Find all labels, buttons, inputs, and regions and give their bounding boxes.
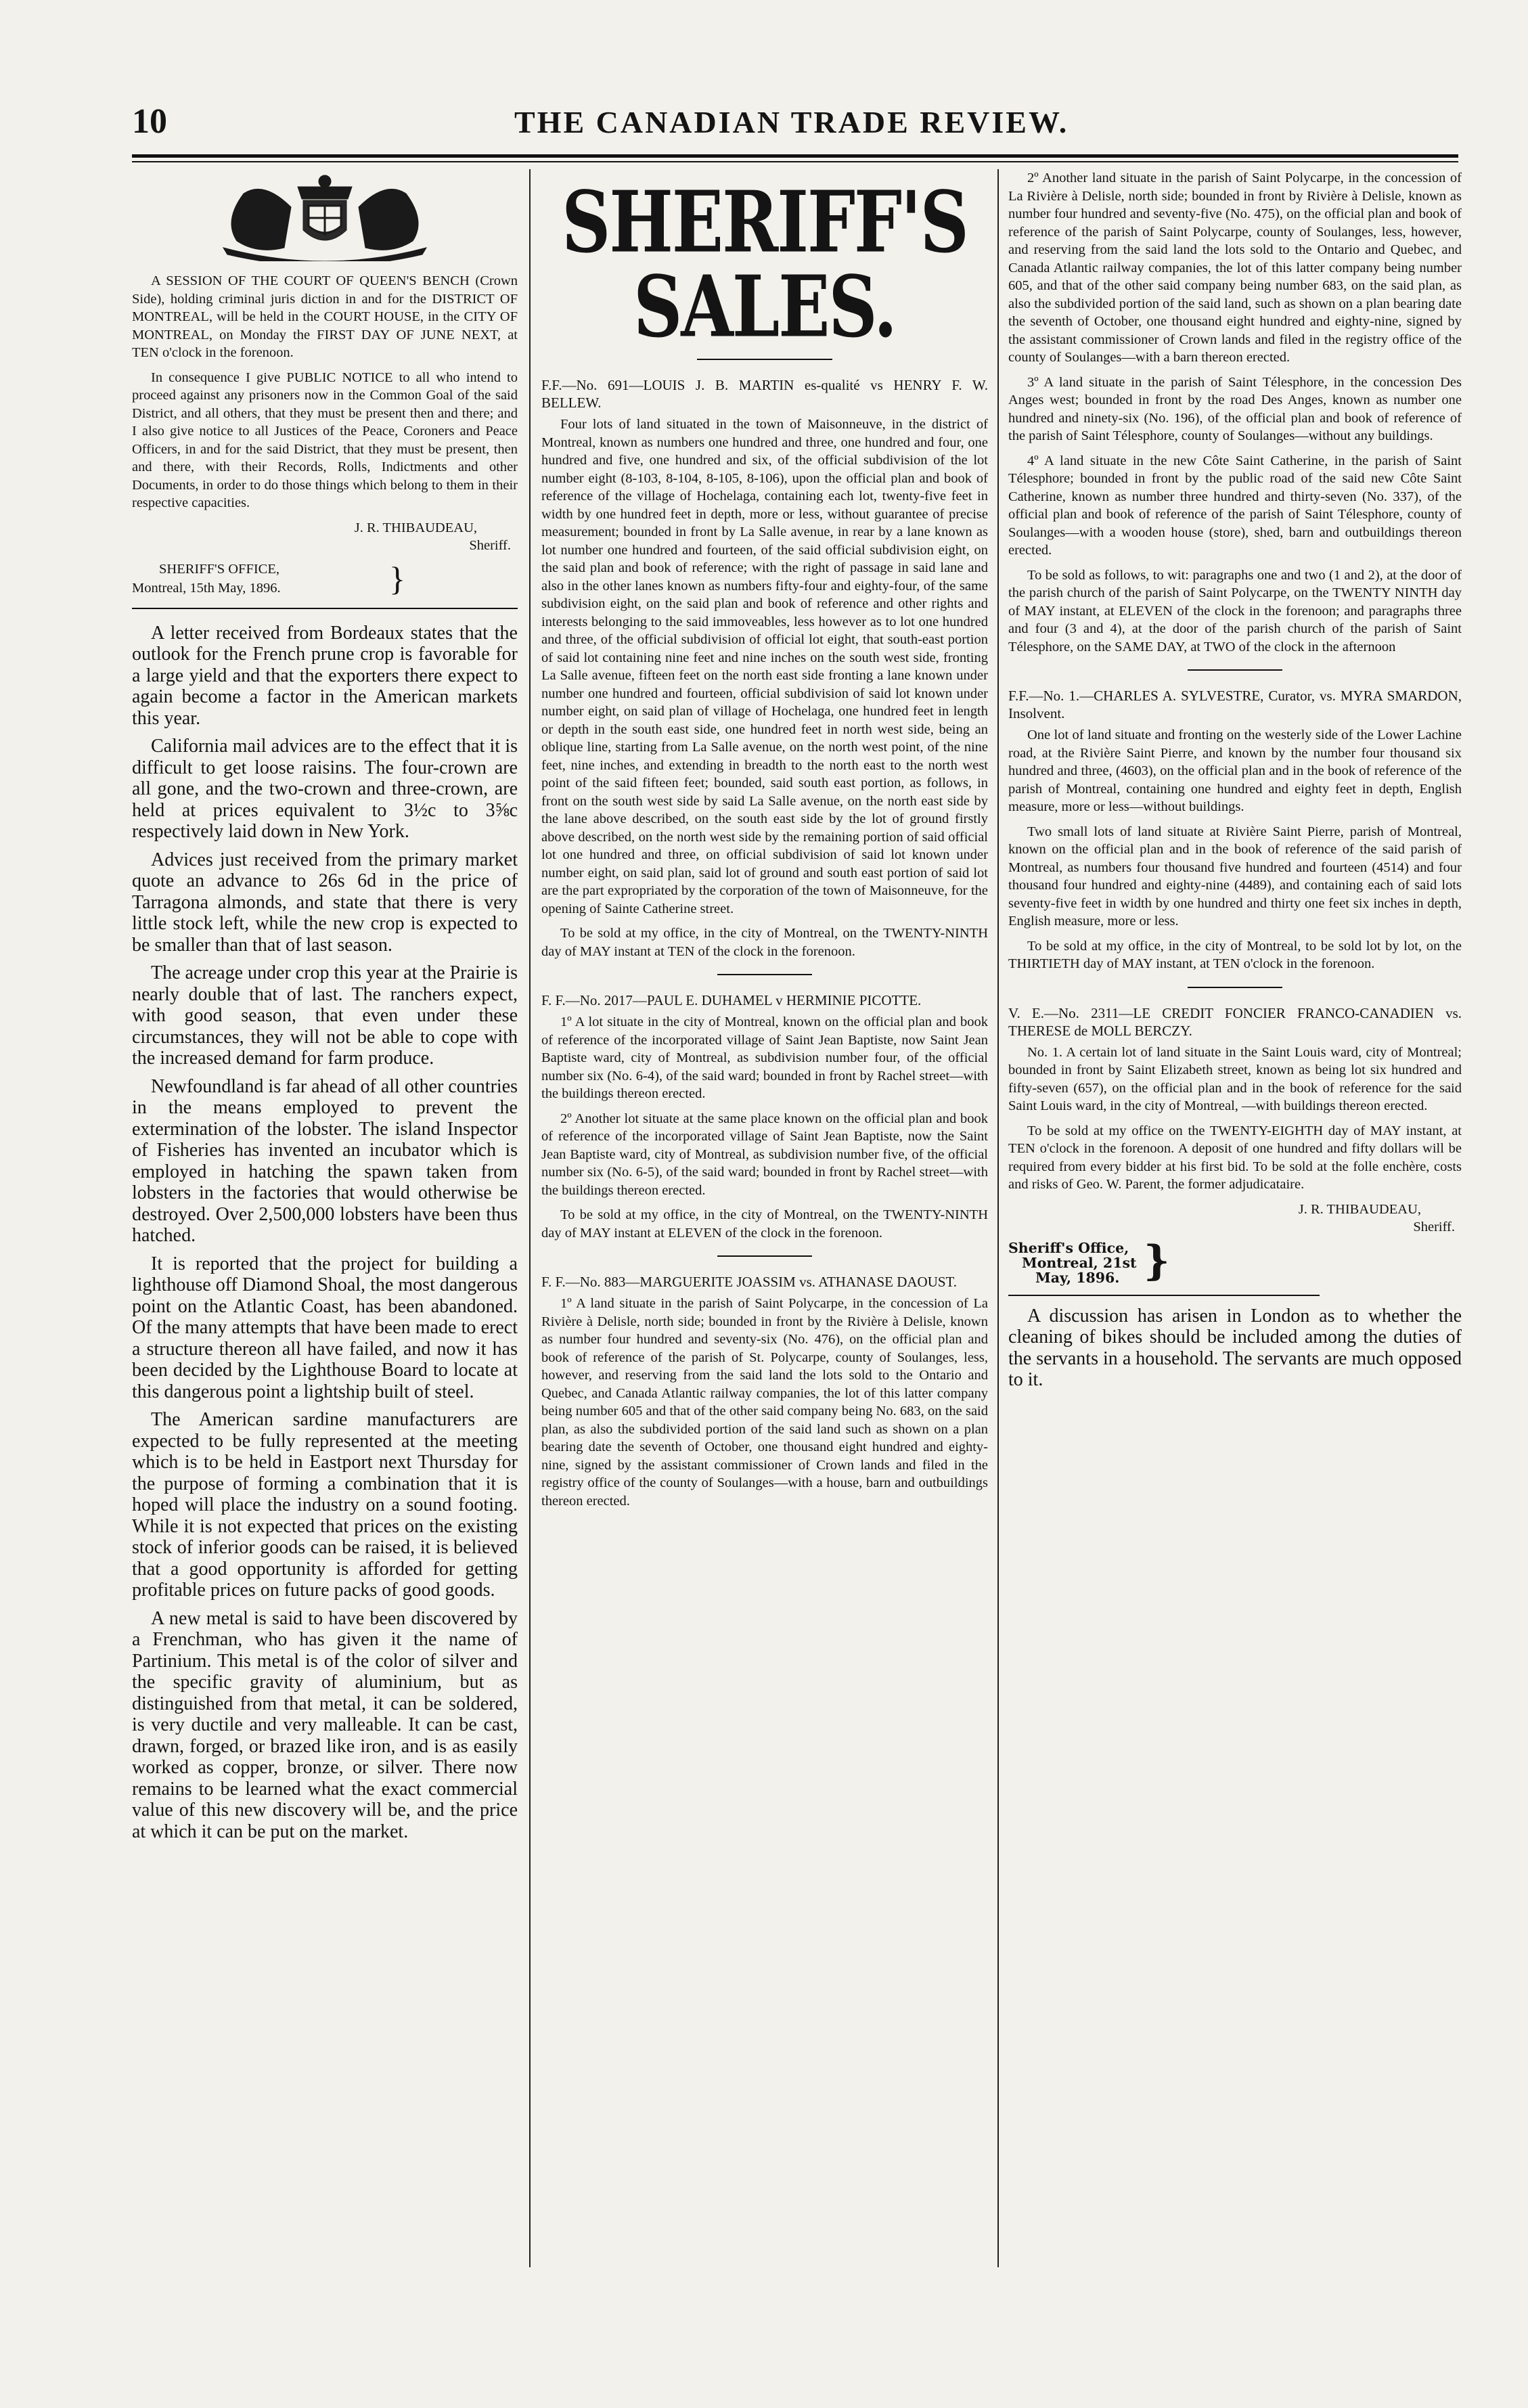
- case-2-sale-terms: To be sold at my office, in the city of Montreal, on the TWENTY-NINTH day of MAY instant at ELEVEN of the clock in the forenoon.: [541, 1207, 988, 1241]
- news-item-lobsters: Newfoundland is far ahead of all other countries in the means employed to prevent the extermination of the lobster. The island Inspector of Fisheries has invented an incubator which is employed in hatching the spawn taken from lobsters in the factories that would otherwise be destroyed. Over 2,500,000 lobsters have been thus hatched.: [132, 1075, 518, 1246]
- court-notice-office: [132, 560, 518, 601]
- section-divider: [1188, 669, 1282, 671]
- court-notice-body: In consequence I give PUBLIC NOTICE to all who intend to proceed against any prisoners now in the Common Goal of the said District, and all others, that they must be present then and there; and I also give notice to all Justices of the Peace, Coroners and Peace Officers, in and for the said District, that they must be present, then and there, with their Records, Rolls, Indictments and other Documents, in order to do those things which belong to them in their respective capacities.: [132, 370, 518, 510]
- case-3-lot-1: 1º A land situate in the parish of Saint Polycarpe, in the concession of La Rivière à Delisle, north side; bounded in front by the Rivière à Delisle, known as number four hundred and seventy-six (No. 476), on the official plan and book of reference of the parish of St. Polycarpe, county of Soulanges, less, however, and reserving from the said land the lots sold to the Ontario and Quebec, and Canada Atlantic railway companies, the lot of this latter company being number 605 and that of the other said company being No. 683, on the said plan, as also the subdivided portion of the said land such as shown on a plan bearing date the seventh of October, one thousand eight hundred and eighty-nine, signed by the assistant commissioner of Crown lands and filed in the registry office of the county of Soulanges—with a house, barn and outbuildings thereon erected.: [541, 1296, 988, 1509]
- case-2-lot-2: 2º Another lot situate at the same place known on the official plan and book of reference of the incorporated village of Saint Jean Baptiste, now the Saint Jean Baptiste ward, city of Montreal, as subdivision number five, of the official number six (No. 6-5), of the said ward; bounded in front by Rachel street—with the buildings thereon erected.: [541, 1111, 988, 1198]
- sheriff-signature: J. R. THIBAUDEAU,: [1298, 1201, 1421, 1217]
- sheriffs-sales-title: SHERIFF'S SALES.: [562, 171, 968, 357]
- news-item-partinium: A new metal is said to have been discovered by a Frenchman, who has given it the name of Partinium. This metal is of the color of silver and the specific gravity of aluminium, but as distinguished from that metal, it can be soldered, is very ductile and very malleable. It can be cast, drawn, forged, or brazed like iron, and is as easily worked as copper, bronze, or silver. There now remains to be learned what the exact commercial value of this new discovery will be, and the price at which it can be put on the market.: [132, 1607, 518, 1842]
- court-notice-signature: J. R. THIBAUDEAU,: [354, 520, 477, 535]
- section-divider: [132, 608, 518, 609]
- court-notice-signature-title: Sheriff.: [469, 538, 511, 553]
- news-item-bike-cleaning: A discussion has arisen in London as to whether the cleaning of bikes should be included among the duties of the servants in a household. The servants are much opposed to it.: [1008, 1305, 1462, 1390]
- page-number: 10: [132, 102, 167, 141]
- case-3-lot-2: 2º Another land situate in the parish of Saint Polycarpe, in the concession of La Rivière à Delisle, north side; bounded in front by Rivière à Delisle, known as number four hundred and seventy-five (No. 475), on the official plan and book of reference of the parish of Saint Polycarpe, county of Soulanges, less, however, and reserving from the said land the lots sold to the Ontario and Quebec, and Canada Atlantic railway companies, the lot of this latter company being number 605, and that of the other said company being number 683, on the said plan, as also the subdivided portion of the said land, such as shown on a plan bearing date the seventh of October, one thousand eight hundred and eighty-nine, signed by the assistant commissioner of Crown lands and filed in the registry office of the county of Soulanges—with a barn thereon erected.: [1008, 171, 1462, 365]
- case-5-sale-terms: To be sold at my office on the TWENTY-EIGHTH day of MAY instant, at TEN o'clock in the forenoon. A deposit of one hundred and fifty dollars will be required from every bidder at his first bid. To be sold at the folle enchère, costs and risks of Geo. W. Parent, the former adjudicataire.: [1008, 1123, 1462, 1192]
- case-4-lot-2: Two small lots of land situate at Rivière Saint Pierre, parish of Montreal, known on the official plan and in the book of reference of the said parish of Montreal, as numbers four thousand five hundred and fourteen (4514) and four thousand four hundred and eighty-nine (4489), and containing each of said lots seventy-five feet in width by one hundred and thirty one feet six inches in depth, English measure, more or less.: [1008, 824, 1462, 929]
- case-5-lot-1: No. 1. A certain lot of land situate in the Saint Louis ward, city of Montreal; bounded in front by Saint Elizabeth street, known as being lot six hundred and fifty-seven (657), on the official plan and in the book of reference for the said Saint Louis ward, in the city of Montreal, —with buildings thereon erected.: [1008, 1044, 1462, 1113]
- sheriff-office-label: Sheriff's Office,: [1008, 1239, 1129, 1256]
- column-left: [132, 169, 518, 2193]
- court-notice-office-date: Montreal, 15th May, 1896.: [132, 580, 281, 596]
- column-right: [1008, 169, 1462, 2321]
- page-header: [0, 102, 1528, 149]
- case-3-heading: F. F.—No. 883—MARGUERITE JOASSIM vs. ATHANASE DAOUST.: [541, 1274, 958, 1290]
- section-divider: [1008, 1295, 1320, 1296]
- column-middle: [541, 169, 988, 2321]
- section-divider: [1188, 987, 1282, 988]
- sheriff-office-block: [1008, 1236, 1462, 1288]
- column-divider-2: [997, 169, 999, 2267]
- royal-coat-of-arms-icon: [196, 173, 453, 261]
- case-3-lot-3: 3º A land situate in the parish of Saint Télesphore, in the concession Des Anges west; bounded in front by the road Des Anges, known as number one hundred and ninety-six (No. 196), of the official plan and book of reference of the parish of Saint Télesphore, county of Soulanges—without any buildings.: [1008, 374, 1462, 443]
- section-divider: [717, 974, 812, 975]
- sheriff-signature-title: Sheriff.: [1413, 1220, 1455, 1234]
- section-divider: [697, 359, 832, 360]
- header-rule-thin: [132, 161, 1458, 162]
- case-1-description: Four lots of land situated in the town of Maisonneuve, in the district of Montreal, known as numbers one hundred and three, one hundred and four, one hundred and five, one hundred and six, of the official subdivision of the lot number eight (8-103, 8-104, 8-105, 8-106), upon the official plan and book of reference of the village of Hochelaga, containing each lot, twenty-five feet in width by one hundred feet in depth, more or less, without guarantee of precise measurement; bounded in front by La Salle avenue, in rear by a lane known as lot number one hundred and fourteen, of the said official subdivision eight, on the said plan and book of reference; with the right of passage in said lane and also in the other lanes known as numbers fifty-four and eighty-four, of the same subdivision eight, on the said plan and book of reference and other rights and interests belonging to the said immoveables, less however as to lot one hundred and three, of the official subdivision of official lot eight, that south-east portion of said lot containing nine feet and nine inches on the south west side, fronting La Salle avenue, fifteen feet on the north east side fronting a lane known under number one hundred and fourteen, official subdivision of said lot known under number eight, on said plan of village of Hochelaga, one hundred feet in length or depth in the south east side, one hundred feet in north west side, being an oblique line, starting from La Salle avenue, on the north west point, of the nine feet, nine inches, and extending in breadth to the north east to the north west point of the said fifteen feet; bounded, said south east portion, as follows, in front on the south west side by said La Salle avenue, on the north east side by the lane above described, on the south east side by the lot of ground firstly above described, on the north west side by the remaining portion of said official lot one hundred and three, on official subdivision of said lot known under number eight, on said plan, said lot of ground and south east portion of said lot are the part expropriated by the corporation of the town of Maisonneuve, for the opening of Sainte Catherine street.: [541, 417, 988, 916]
- case-4-lot-1: One lot of land situate and fronting on the westerly side of the Lower Lachine road, at the Rivière Saint Pierre, and known by the number four thousand six hundred and three, (4603), on the official plan and in the book of reference of the parish of Montreal, containing one hundred and eighty feet in depth, English measure, more or less—without buildings.: [1008, 728, 1462, 814]
- case-3-lot-4: 4º A land situate in the new Côte Saint Catherine, in the parish of Saint Télesphore; bounded in front by the public road of the said new Côte Saint Catherine, known as number three hundred and thirty-seven (No. 337), of the official plan and book of reference of the parish of Saint Télesphore, county of Soulanges—with a wooden house (store), shed, barn and outbuildings thereon erected.: [1008, 453, 1462, 558]
- court-notice-intro: A SESSION OF THE COURT OF QUEEN'S BENCH (Crown Side), holding criminal juris diction in and for the DISTRICT OF MONTREAL, will be held in the COURT HOUSE, in the CITY OF MONTREAL, on Monday the FIRST DAY OF JUNE NEXT, at TEN o'clock in the forenoon.: [132, 273, 518, 360]
- news-item-prunes: A letter received from Bordeaux states that the outlook for the French prune crop is favorable for a large yield and that the exporters there expect to again become a factor in the American markets this year.: [132, 622, 518, 729]
- masthead-title: THE CANADIAN TRADE REVIEW.: [514, 105, 1069, 139]
- section-divider: [717, 1255, 812, 1257]
- sheriff-office-date-line-2: May, 1896.: [1035, 1269, 1120, 1286]
- case-2-heading: F. F.—No. 2017—PAUL E. DUHAMEL v HERMINIE PICOTTE.: [541, 992, 922, 1008]
- news-item-lighthouse: It is reported that the project for building a lighthouse off Diamond Shoal, the most dangerous point on the Atlantic Coast, has been abandoned. Of the many attempts that have been made to erect a structure thereon all have failed, and now it has been decided by the Lighthouse Board to locate at this dangerous point a lightship built of steel.: [132, 1253, 518, 1402]
- news-item-sardines: The American sardine manufacturers are expected to be fully represented at the meeting which is to be held in Eastport next Thursday for the purpose of forming a combination that it is hoped will place the industry on a sound footing. While it is not expected that prices on the existing stock of inferior goods can be raised, it is believed that a good opportunity is afforded for getting profitable prices on future packs of good goods.: [132, 1409, 518, 1601]
- brace-glyph: }: [1144, 1236, 1170, 1285]
- sheriff-office-date-line-1: Montreal, 21st: [1022, 1254, 1137, 1271]
- news-item-almonds: Advices just received from the primary market quote an advance to 26s 6d in the price of Tarragona almonds, and state that there is very little stock left, while the new crop is expected to be smaller than that of last season.: [132, 849, 518, 956]
- case-1-heading: F.F.—No. 691—LOUIS J. B. MARTIN es-qualité vs HENRY F. W. BELLEW.: [541, 377, 988, 411]
- news-item-prairie-acreage: The acreage under crop this year at the Prairie is nearly double that of last. The ranchers expect, with good season, that even under these circumstances, they will not be able to cope with the increased demand for farm produce.: [132, 962, 518, 1069]
- column-divider-1: [529, 169, 531, 2267]
- case-1-sale-terms: To be sold at my office, in the city of Montreal, on the TWENTY-NINTH day of MAY instant at TEN of the clock in the forenoon.: [541, 926, 988, 959]
- case-4-sale-terms: To be sold at my office, in the city of Montreal, to be sold lot by lot, on the THIRTIETH day of MAY instant, at TEN o'clock in the forenoon.: [1008, 938, 1462, 971]
- case-4-heading: F.F.—No. 1.—CHARLES A. SYLVESTRE, Curator, vs. MYRA SMARDON, Insolvent.: [1008, 688, 1462, 721]
- header-rule: [132, 154, 1458, 158]
- brace-glyph: }: [389, 559, 405, 598]
- court-notice-office-label: SHERIFF'S OFFICE,: [159, 561, 280, 577]
- case-5-heading: V. E.—No. 2311—LE CREDIT FONCIER FRANCO-CANADIEN vs. THERESE de MOLL BERCZY.: [1008, 1004, 1462, 1039]
- case-3-sale-terms: To be sold as follows, to wit: paragraphs one and two (1 and 2), at the door of the parish church of the parish of Saint Polycarpe, on the TWENTY NINTH day of MAY instant, at ELEVEN of the clock in the forenoon; and paragraphs three and four (3 and 4), at the door of the parish church of the parish of Saint Télesphore, on the SAME DAY, at TWO of the clock in the afternoon: [1008, 567, 1462, 654]
- case-2-lot-1: 1º A lot situate in the city of Montreal, known on the official plan and book of reference of the incorporated village of Saint Jean Baptiste, now Saint Jean Baptiste ward, city of Montreal, as subdivision number four, of the official number six (No. 6-4), of the said ward; bounded in front by Rachel street—with the buildings thereon erected.: [541, 1015, 988, 1101]
- news-item-raisins: California mail advices are to the effect that it is difficult to get loose raisins. The four-crown are all gone, and the two-crown and three-crown, are held at prices equivalent to 3½c to 3⅝c respectively laid down in New York.: [132, 736, 518, 842]
